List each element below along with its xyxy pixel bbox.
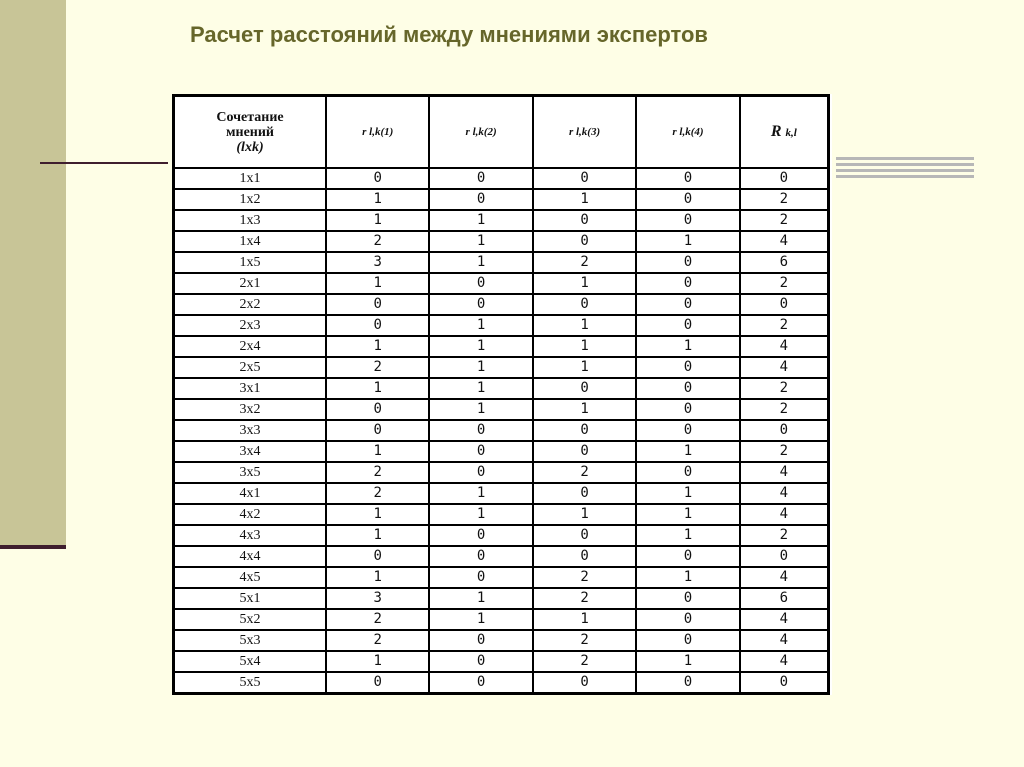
cell-r3: 2 — [533, 252, 636, 273]
cell-r4: 0 — [636, 462, 739, 483]
cell-r4: 1 — [636, 336, 739, 357]
cell-r1: 0 — [326, 420, 429, 441]
table-row — [174, 672, 829, 694]
cell-r3: 1 — [533, 357, 636, 378]
cell-r4: 0 — [636, 378, 739, 399]
cell-r4: 0 — [636, 546, 739, 567]
cell-r1: 1 — [326, 189, 429, 210]
cell-combination: 3x1 — [174, 378, 327, 399]
cell-r4: 1 — [636, 231, 739, 252]
table-row — [174, 420, 829, 441]
cell-combination: 1x4 — [174, 231, 327, 252]
cell-r3: 0 — [533, 378, 636, 399]
cell-combination: 1x3 — [174, 210, 327, 231]
table-header-row — [174, 96, 829, 169]
cell-r1: 1 — [326, 336, 429, 357]
cell-r1: 0 — [326, 168, 429, 189]
table-row — [174, 189, 829, 210]
cell-r4: 1 — [636, 651, 739, 672]
cell-r3: 1 — [533, 273, 636, 294]
cell-combination: 1x5 — [174, 252, 327, 273]
cell-r3: 2 — [533, 588, 636, 609]
header-combination-line3: (lxk) — [236, 139, 264, 155]
cell-r1: 0 — [326, 672, 429, 694]
cell-r1: 2 — [326, 231, 429, 252]
cell-r-total: 0 — [740, 546, 829, 567]
cell-r1: 1 — [326, 441, 429, 462]
cell-r4: 0 — [636, 189, 739, 210]
table-row — [174, 462, 829, 483]
table-row — [174, 357, 829, 378]
cell-r2: 1 — [429, 315, 532, 336]
cell-r4: 1 — [636, 441, 739, 462]
table-row — [174, 441, 829, 462]
cell-combination: 5x4 — [174, 651, 327, 672]
cell-r-total: 4 — [740, 336, 829, 357]
cell-r2: 0 — [429, 567, 532, 588]
cell-r-total: 4 — [740, 462, 829, 483]
cell-r-total: 0 — [740, 294, 829, 315]
table-row — [174, 336, 829, 357]
cell-r3: 2 — [533, 567, 636, 588]
header-r-main: R — [770, 123, 782, 140]
cell-r1: 0 — [326, 399, 429, 420]
cell-r-total: 2 — [740, 189, 829, 210]
cell-r4: 0 — [636, 609, 739, 630]
cell-r-total: 4 — [740, 651, 829, 672]
cell-r2: 0 — [429, 546, 532, 567]
cell-r-total: 4 — [740, 483, 829, 504]
cell-r-total: 6 — [740, 588, 829, 609]
cell-r1: 0 — [326, 294, 429, 315]
accent-stripe — [836, 163, 974, 166]
cell-r2: 1 — [429, 483, 532, 504]
accent-line — [40, 162, 168, 164]
cell-r2: 1 — [429, 231, 532, 252]
accent-stripe — [836, 169, 974, 172]
cell-r2: 1 — [429, 504, 532, 525]
cell-combination: 3x4 — [174, 441, 327, 462]
cell-r2: 1 — [429, 609, 532, 630]
cell-r-total: 4 — [740, 609, 829, 630]
cell-r3: 1 — [533, 504, 636, 525]
cell-combination: 4x3 — [174, 525, 327, 546]
cell-r2: 1 — [429, 210, 532, 231]
cell-r4: 0 — [636, 399, 739, 420]
cell-r3: 0 — [533, 546, 636, 567]
cell-r1: 2 — [326, 630, 429, 651]
cell-r1: 1 — [326, 651, 429, 672]
cell-combination: 3x2 — [174, 399, 327, 420]
cell-r4: 0 — [636, 672, 739, 694]
cell-r2: 0 — [429, 525, 532, 546]
cell-r-total: 4 — [740, 567, 829, 588]
cell-r4: 0 — [636, 273, 739, 294]
cell-r-total: 2 — [740, 315, 829, 336]
cell-combination: 4x4 — [174, 546, 327, 567]
cell-r4: 0 — [636, 252, 739, 273]
cell-combination: 3x5 — [174, 462, 327, 483]
table-row — [174, 567, 829, 588]
cell-r1: 1 — [326, 525, 429, 546]
cell-r-total: 0 — [740, 168, 829, 189]
table-row — [174, 231, 829, 252]
cell-r4: 0 — [636, 168, 739, 189]
cell-r-total: 2 — [740, 273, 829, 294]
cell-r3: 0 — [533, 441, 636, 462]
cell-r1: 3 — [326, 252, 429, 273]
cell-r2: 1 — [429, 336, 532, 357]
cell-combination: 2x4 — [174, 336, 327, 357]
table-row — [174, 315, 829, 336]
cell-r3: 2 — [533, 630, 636, 651]
cell-r3: 0 — [533, 420, 636, 441]
cell-r2: 0 — [429, 189, 532, 210]
table-row — [174, 294, 829, 315]
cell-r3: 0 — [533, 210, 636, 231]
cell-combination: 4x2 — [174, 504, 327, 525]
table-row — [174, 546, 829, 567]
cell-r3: 1 — [533, 399, 636, 420]
distance-table — [172, 94, 830, 695]
cell-r4: 0 — [636, 630, 739, 651]
cell-combination: 4x1 — [174, 483, 327, 504]
cell-combination: 2x5 — [174, 357, 327, 378]
cell-r-total: 0 — [740, 672, 829, 694]
cell-r1: 0 — [326, 546, 429, 567]
cell-combination: 1x2 — [174, 189, 327, 210]
cell-r4: 0 — [636, 210, 739, 231]
cell-r3: 1 — [533, 336, 636, 357]
cell-r-total: 2 — [740, 399, 829, 420]
cell-r-total: 0 — [740, 420, 829, 441]
cell-r-total: 4 — [740, 357, 829, 378]
cell-r2: 0 — [429, 441, 532, 462]
header-combination — [174, 96, 327, 169]
cell-r3: 0 — [533, 231, 636, 252]
cell-r4: 1 — [636, 504, 739, 525]
header-r1: r l,k(1) — [326, 96, 429, 169]
cell-r2: 0 — [429, 462, 532, 483]
cell-r3: 2 — [533, 651, 636, 672]
header-r-sub: k,l — [785, 127, 797, 139]
cell-r1: 0 — [326, 315, 429, 336]
cell-r1: 1 — [326, 378, 429, 399]
cell-r1: 1 — [326, 504, 429, 525]
cell-r2: 1 — [429, 357, 532, 378]
cell-r4: 1 — [636, 525, 739, 546]
cell-r4: 0 — [636, 315, 739, 336]
cell-combination: 2x2 — [174, 294, 327, 315]
distance-table-container — [172, 94, 832, 695]
cell-r-total: 2 — [740, 210, 829, 231]
cell-r2: 0 — [429, 630, 532, 651]
cell-combination: 5x3 — [174, 630, 327, 651]
cell-r1: 2 — [326, 609, 429, 630]
cell-combination: 5x2 — [174, 609, 327, 630]
table-body — [174, 168, 829, 694]
table-row — [174, 588, 829, 609]
header-r4: r l,k(4) — [636, 96, 739, 169]
cell-r2: 0 — [429, 420, 532, 441]
cell-r4: 0 — [636, 420, 739, 441]
cell-r3: 2 — [533, 462, 636, 483]
table-row — [174, 210, 829, 231]
accent-stripe — [836, 157, 974, 160]
table-row — [174, 525, 829, 546]
cell-r3: 0 — [533, 672, 636, 694]
cell-combination: 2x1 — [174, 273, 327, 294]
cell-r2: 0 — [429, 294, 532, 315]
table-row — [174, 483, 829, 504]
header-combination-line2: мнений — [225, 124, 274, 140]
cell-r1: 3 — [326, 588, 429, 609]
header-r-total — [740, 96, 829, 169]
cell-r3: 0 — [533, 168, 636, 189]
table-row — [174, 609, 829, 630]
cell-r3: 0 — [533, 525, 636, 546]
cell-r-total: 4 — [740, 630, 829, 651]
cell-r2: 0 — [429, 273, 532, 294]
table-row — [174, 651, 829, 672]
cell-r-total: 2 — [740, 441, 829, 462]
cell-r4: 0 — [636, 588, 739, 609]
cell-r4: 1 — [636, 483, 739, 504]
left-decor-line — [0, 545, 66, 549]
table-row — [174, 630, 829, 651]
cell-r-total: 4 — [740, 231, 829, 252]
cell-r2: 0 — [429, 168, 532, 189]
cell-combination: 4x5 — [174, 567, 327, 588]
cell-r-total: 6 — [740, 252, 829, 273]
header-r3: r l,k(3) — [533, 96, 636, 169]
cell-r2: 1 — [429, 252, 532, 273]
cell-r4: 0 — [636, 357, 739, 378]
cell-combination: 5x5 — [174, 672, 327, 694]
table-row — [174, 399, 829, 420]
cell-r3: 1 — [533, 609, 636, 630]
cell-r1: 2 — [326, 483, 429, 504]
cell-r2: 0 — [429, 672, 532, 694]
page-title: Расчет расстояний между мнениями экспертов — [190, 22, 708, 47]
table-row — [174, 378, 829, 399]
header-combination-line1: Сочетание — [216, 109, 284, 125]
cell-r3: 1 — [533, 315, 636, 336]
cell-combination: 2x3 — [174, 315, 327, 336]
cell-r4: 0 — [636, 294, 739, 315]
cell-r1: 1 — [326, 567, 429, 588]
cell-r-total: 4 — [740, 504, 829, 525]
cell-r4: 1 — [636, 567, 739, 588]
table-row — [174, 273, 829, 294]
cell-combination: 1x1 — [174, 168, 327, 189]
cell-combination: 5x1 — [174, 588, 327, 609]
cell-r-total: 2 — [740, 378, 829, 399]
table-row — [174, 504, 829, 525]
cell-r2: 0 — [429, 651, 532, 672]
header-r2: r l,k(2) — [429, 96, 532, 169]
accent-stripe — [836, 175, 974, 178]
cell-r1: 2 — [326, 357, 429, 378]
cell-r1: 2 — [326, 462, 429, 483]
cell-r2: 1 — [429, 588, 532, 609]
left-decor-band — [0, 0, 66, 546]
cell-r3: 0 — [533, 483, 636, 504]
cell-r3: 0 — [533, 294, 636, 315]
cell-r-total: 2 — [740, 525, 829, 546]
table-row — [174, 252, 829, 273]
cell-r2: 1 — [429, 378, 532, 399]
cell-r1: 1 — [326, 273, 429, 294]
cell-r3: 1 — [533, 189, 636, 210]
cell-r1: 1 — [326, 210, 429, 231]
cell-r2: 1 — [429, 399, 532, 420]
cell-combination: 3x3 — [174, 420, 327, 441]
table-row — [174, 168, 829, 189]
